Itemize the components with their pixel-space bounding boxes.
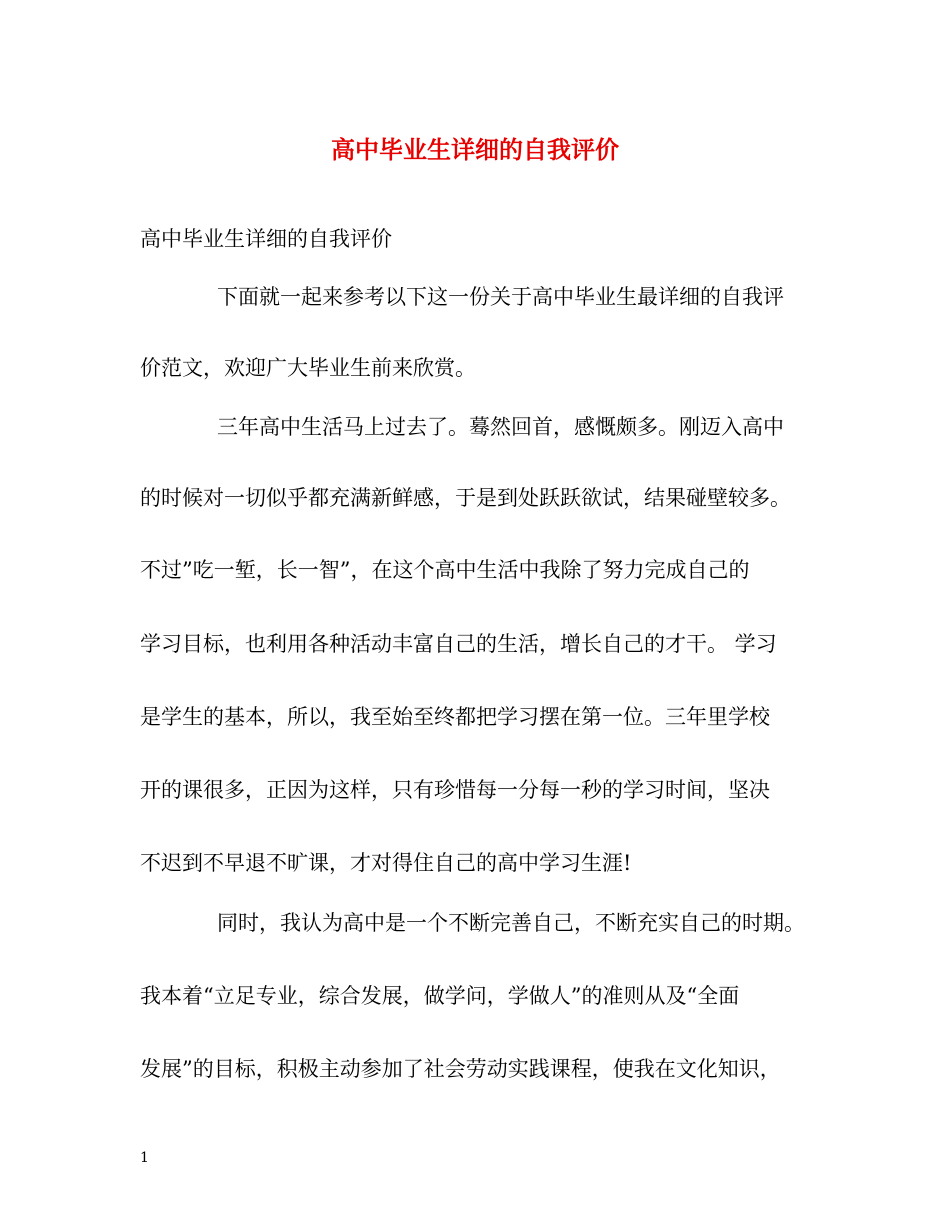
document-subtitle: 高中毕业生详细的自我评价 (140, 227, 392, 251)
body-line: 开的课很多，正因为这样，只有珍惜每一分每一秒的学习时间，坚决 (140, 778, 770, 802)
body-line: 我本着“立足专业，综合发展，做学问，学做人”的准则从及“全面 (140, 984, 740, 1008)
body-line: 发展”的目标，积极主动参加了社会劳动实践课程，使我在文化知识， (140, 1057, 781, 1081)
body-line: 同时，我认为高中是一个不断完善自己，不断充实自己的时期。 (217, 911, 805, 935)
body-line: 是学生的基本，所以，我至始至终都把学习摆在第一位。三年里学校 (140, 705, 770, 729)
document-title: 高中毕业生详细的自我评价 (331, 135, 619, 164)
body-line: 不过”吃一堑，长一智”，在这个高中生活中我除了努力完成自己的 (140, 558, 750, 582)
body-line: 下面就一起来参考以下这一份关于高中毕业生最详细的自我评 (217, 285, 784, 309)
page-number: 1 (140, 1150, 149, 1166)
body-line: 价范文，欢迎广大毕业生前来欣赏。 (140, 356, 476, 380)
body-line: 三年高中生活马上过去了。蓦然回首，感慨颇多。刚迈入高中 (217, 415, 784, 439)
body-line: 的时候对一切似乎都充满新鲜感，于是到处跃跃欲试，结果碰壁较多。 (140, 486, 791, 510)
body-line: 学习目标，也利用各种活动丰富自己的生活，增长自己的才干。 学习 (140, 632, 777, 656)
body-line: 不迟到不早退不旷课，才对得住自己的高中学习生涯! (140, 851, 632, 875)
